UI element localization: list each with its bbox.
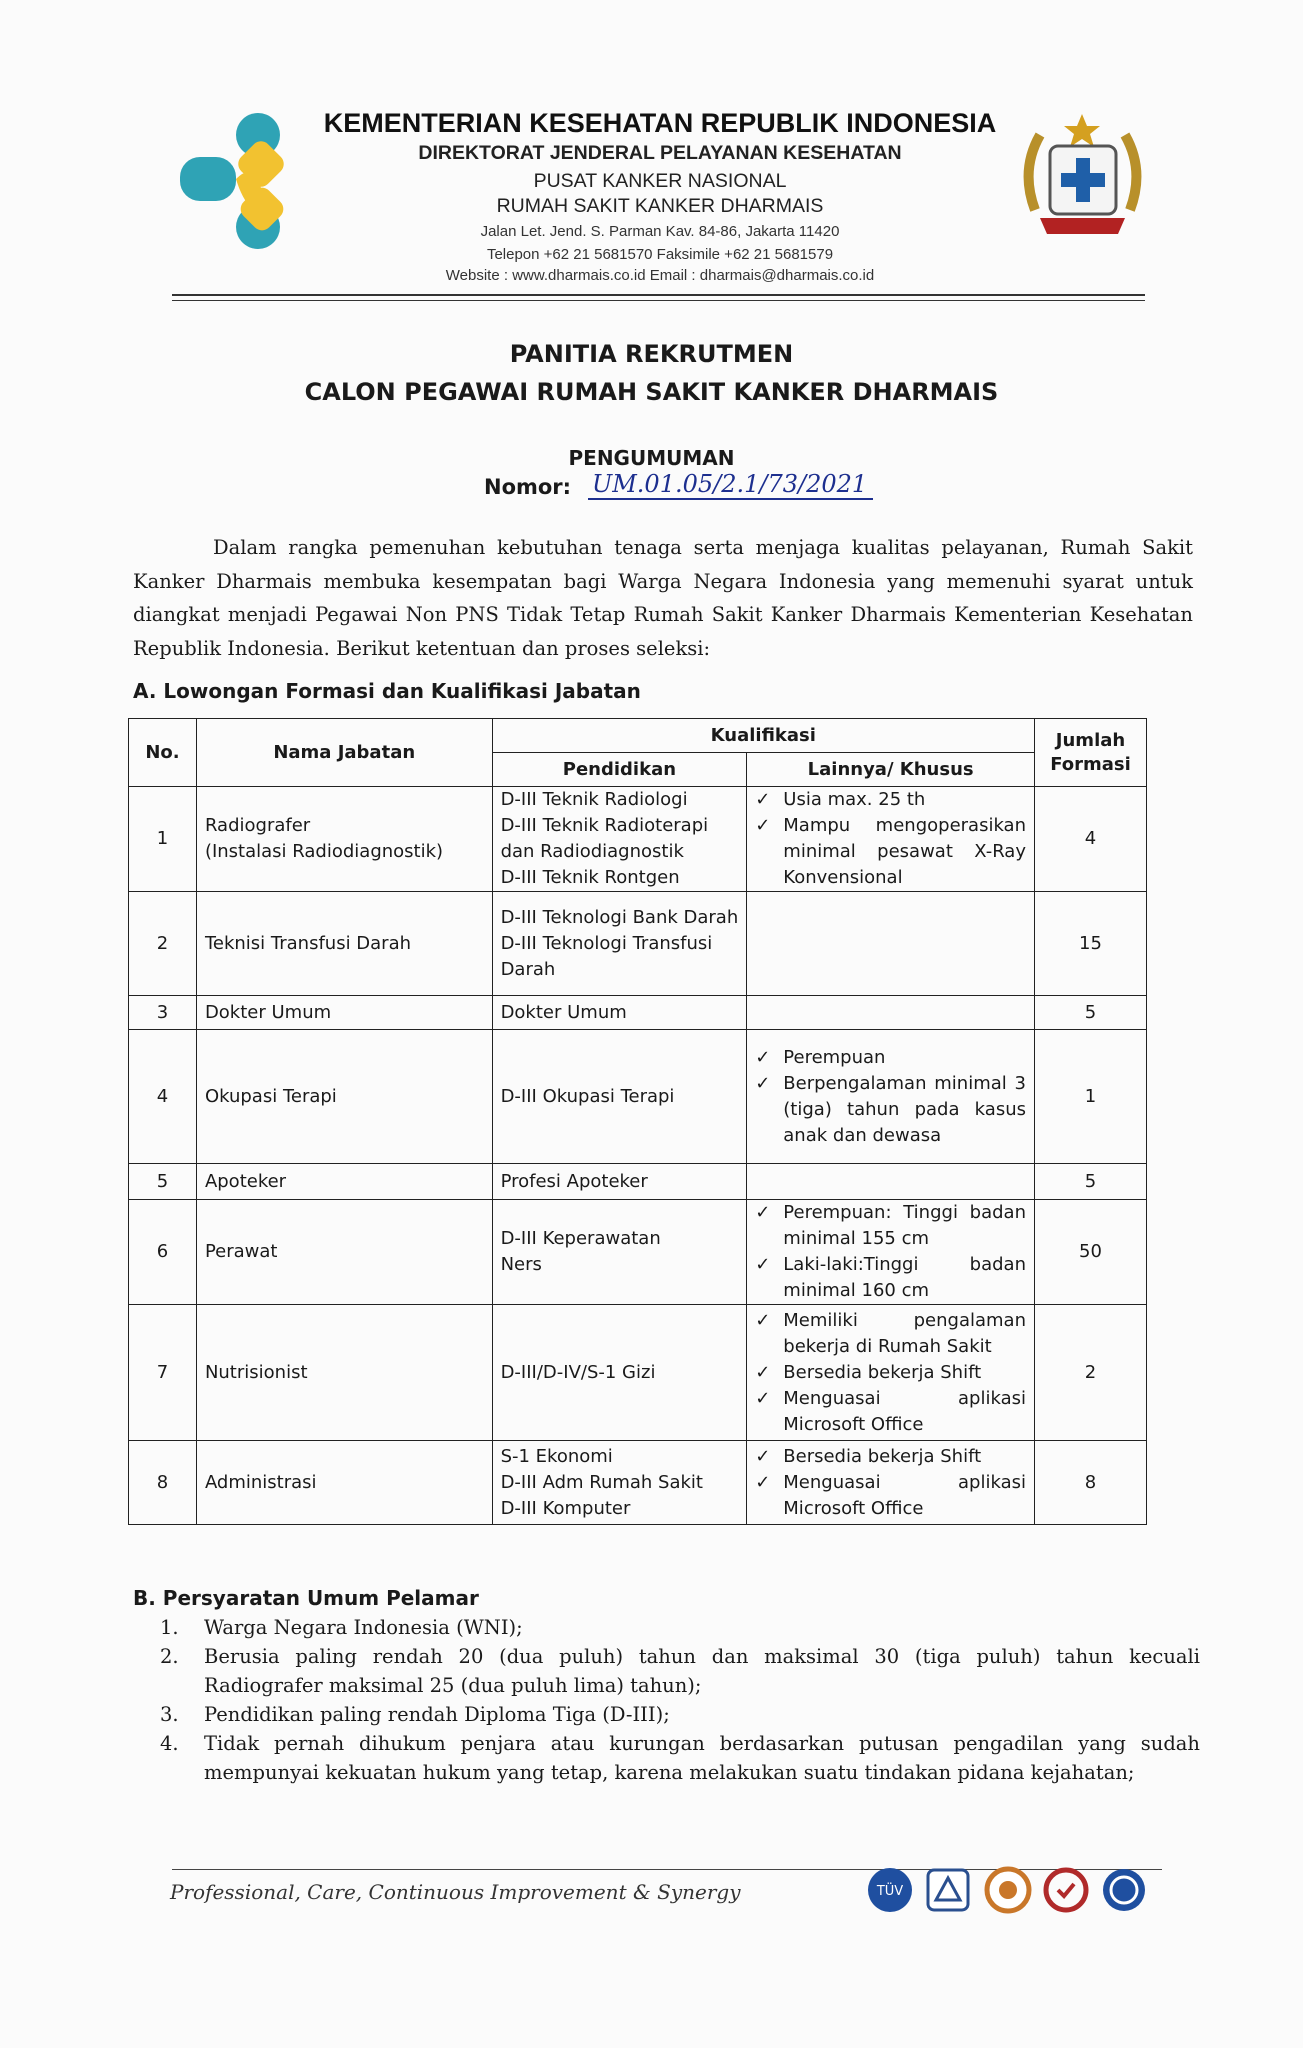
cell-nama-jabatan	[196, 1305, 492, 1441]
cell-pendidikan	[492, 1164, 747, 1200]
requirement-check-item	[755, 1444, 1026, 1470]
quality-award-icon	[1042, 1866, 1090, 1914]
requirement-number: 1.	[160, 1616, 179, 1639]
cell-jumlah: 15	[1035, 892, 1147, 996]
cell-pendidikan-line: Ners	[500, 1254, 542, 1275]
kemenkes-logo	[172, 105, 312, 255]
requirement-item	[160, 1700, 1200, 1729]
requirement-number: 2.	[160, 1645, 179, 1668]
cell-no: 4	[129, 1030, 197, 1164]
requirement-check-item	[755, 1252, 1026, 1304]
vacancy-row	[129, 996, 1147, 1030]
cell-nama-jabatan-line: Apoteker	[204, 1170, 287, 1192]
cell-pendidikan	[492, 892, 747, 996]
letterhead-ministry: KEMENTERIAN KESEHATAN REPUBLIK INDONESIA	[323, 108, 997, 138]
requirement-number: 3.	[160, 1703, 179, 1726]
vacancy-table	[128, 718, 1147, 1525]
cell-pendidikan-line: D-III Teknologi Bank Darah	[500, 906, 739, 928]
requirement-check-item	[755, 1360, 1026, 1386]
cell-lainnya	[747, 1030, 1035, 1164]
cell-nama-jabatan	[196, 1030, 492, 1164]
letterhead-hospital: RUMAH SAKIT KANKER DHARMAIS	[496, 195, 824, 217]
vacancy-row	[129, 1164, 1147, 1200]
footer-motto: Professional, Care, Continuous Improvement & Synergy	[170, 1880, 741, 1904]
cell-lainnya	[747, 1200, 1035, 1305]
check-text: Bersedia bekerja Shift	[783, 1445, 982, 1467]
cell-lainnya	[747, 1164, 1035, 1200]
cell-pendidikan-line: Dokter Umum	[500, 1001, 627, 1023]
cell-no: 1	[129, 787, 197, 892]
dharmais-emblem	[1010, 110, 1155, 255]
cell-pendidikan-line: D-III Teknologi Transfusi Darah	[500, 932, 713, 980]
cell-jumlah: 4	[1035, 787, 1147, 892]
cell-jumlah: 1	[1035, 1030, 1147, 1164]
vacancy-row	[129, 1030, 1147, 1164]
cell-nama-jabatan	[196, 787, 492, 892]
check-icon: ✓	[755, 1387, 771, 1409]
vacancy-row	[129, 892, 1147, 996]
requirement-check-item	[755, 1386, 1026, 1438]
cell-jumlah: 5	[1035, 1164, 1147, 1200]
cell-lainnya	[747, 1305, 1035, 1441]
cell-nama-jabatan	[196, 996, 492, 1030]
requirement-check-item	[755, 1045, 1026, 1071]
doc-heading: PENGUMUMAN	[568, 446, 735, 470]
requirement-check-item	[755, 787, 1026, 813]
section-a-heading: A. Lowongan Formasi dan Kualifikasi Jabatan	[133, 679, 641, 703]
requirement-check-item	[755, 1200, 1026, 1252]
th-no: No.	[129, 719, 197, 787]
cell-nama-jabatan	[196, 1164, 492, 1200]
cell-pendidikan-line: D-III Teknik Rontgen	[500, 867, 680, 888]
cell-nama-jabatan-line: Dokter Umum	[204, 1001, 332, 1023]
letterhead-divider-thin	[172, 300, 1145, 301]
cell-nama-jabatan-line: (Instalasi Radiodiagnostik)	[204, 841, 444, 862]
requirement-item	[160, 1613, 1200, 1642]
requirement-check-item	[755, 1071, 1026, 1149]
cell-pendidikan-line: D-III Keperawatan	[500, 1228, 661, 1249]
section-b-heading: B. Persyaratan Umum Pelamar	[133, 1586, 479, 1610]
cell-lainnya	[747, 787, 1035, 892]
cell-nama-jabatan	[196, 892, 492, 996]
check-text: Usia max. 25 th	[783, 789, 926, 810]
accreditation-icon	[984, 1866, 1032, 1914]
doc-title-2: CALON PEGAWAI RUMAH SAKIT KANKER DHARMAIS	[304, 378, 999, 406]
cell-no: 3	[129, 996, 197, 1030]
letterhead-directorate: DIREKTORAT JENDERAL PELAYANAN KESEHATAN	[418, 142, 902, 164]
vacancy-table-body	[129, 787, 1147, 1525]
jci-cert-icon	[1100, 1866, 1148, 1914]
iso-cert-icon	[924, 1866, 972, 1914]
check-icon: ✓	[755, 1309, 771, 1331]
cell-lainnya	[747, 892, 1035, 996]
check-icon: ✓	[755, 1471, 771, 1493]
check-text: Perempuan	[783, 1046, 886, 1068]
cell-pendidikan-line: D-III Okupasi Terapi	[500, 1085, 675, 1107]
letterhead-address: Jalan Let. Jend. S. Parman Kav. 84-86, Jakarta 11420	[480, 223, 840, 240]
check-icon: ✓	[755, 1254, 771, 1275]
cell-pendidikan-line: S-1 Ekonomi	[500, 1445, 613, 1467]
cell-jumlah: 8	[1035, 1441, 1147, 1525]
intro-paragraph: Dalam rangka pemenuhan kebutuhan tenaga serta menjaga kualitas pelayanan, Rumah Sakit Kanker Dharmais membuka kesempatan bagi Warga Negara Indonesia yang memenuhi syarat untuk diangkat menjadi Pegawai Non PNS Tidak Tetap Rumah Sakit Kanker Dharmais Kementerian Kesehatan Republik Indonesia. Berikut ketentuan dan proses seleksi:	[133, 536, 1193, 660]
letterhead-web: Website : www.dharmais.co.id Email : dharmais@dharmais.co.id	[445, 267, 875, 284]
th-pendidikan: Pendidikan	[492, 753, 747, 787]
cell-pendidikan	[492, 1200, 747, 1305]
check-icon: ✓	[755, 1046, 771, 1068]
check-text: Menguasai aplikasi Microsoft Office	[783, 1471, 1026, 1519]
th-lainnya: Lainnya/ Khusus	[747, 753, 1035, 787]
cell-nama-jabatan	[196, 1441, 492, 1525]
requirement-check-item	[755, 813, 1026, 891]
check-text: Bersedia bekerja Shift	[783, 1361, 982, 1383]
th-jumlah: Jumlah Formasi	[1035, 719, 1147, 787]
vacancy-row	[129, 1441, 1147, 1525]
cell-pendidikan-line: Profesi Apoteker	[500, 1170, 648, 1192]
cell-nama-jabatan-line: Okupasi Terapi	[204, 1085, 337, 1107]
check-text: Berpengalaman minimal 3 (tiga) tahun pada kasus anak dan dewasa	[783, 1072, 1026, 1146]
check-text: Laki-laki:Tinggi badan minimal 160 cm	[783, 1254, 1026, 1301]
check-text: Memiliki pengalaman bekerja di Rumah Sakit	[783, 1309, 1026, 1357]
check-icon: ✓	[755, 1361, 771, 1383]
requirement-text: Pendidikan paling rendah Diploma Tiga (D-III);	[204, 1703, 670, 1726]
cell-nama-jabatan-line: Radiografer	[204, 815, 311, 836]
cell-no: 7	[129, 1305, 197, 1441]
cell-pendidikan	[492, 1441, 747, 1525]
cell-no: 8	[129, 1441, 197, 1525]
requirement-item	[160, 1642, 1200, 1700]
requirement-check-item	[755, 1308, 1026, 1360]
th-nama: Nama Jabatan	[196, 719, 492, 787]
cell-pendidikan	[492, 996, 747, 1030]
svg-text:TÜV: TÜV	[876, 1884, 904, 1899]
nomor-label: Nomor:	[484, 475, 572, 499]
cell-pendidikan-line: D-III Teknik Radiologi	[500, 789, 688, 810]
th-kualifikasi: Kualifikasi	[492, 719, 1034, 753]
cell-pendidikan	[492, 787, 747, 892]
tuv-cert-icon	[866, 1866, 914, 1914]
requirement-check-item	[755, 1470, 1026, 1522]
cell-no: 6	[129, 1200, 197, 1305]
cell-lainnya	[747, 1441, 1035, 1525]
cell-jumlah: 2	[1035, 1305, 1147, 1441]
cell-nama-jabatan-line: Administrasi	[204, 1471, 317, 1493]
cell-no: 2	[129, 892, 197, 996]
cell-pendidikan-line: D-III/D-IV/S-1 Gizi	[500, 1361, 656, 1383]
check-icon: ✓	[755, 1445, 771, 1467]
letterhead-phone: Telepon +62 21 5681570 Faksimile +62 21 5681579	[486, 246, 834, 263]
vacancy-row	[129, 1305, 1147, 1441]
letterhead-divider	[172, 294, 1145, 296]
check-icon: ✓	[755, 789, 771, 810]
nomor-handwritten: UM.01.05/2.1/73/2021	[588, 470, 873, 500]
requirement-text: Tidak pernah dihukum penjara atau kurungan berdasarkan putusan pengadilan yang sudah mempunyai kekuatan hukum yang tetap, karena melakukan suatu tindakan pidana kejahatan;	[204, 1732, 1200, 1784]
cell-jumlah: 5	[1035, 996, 1147, 1030]
cell-nama-jabatan	[196, 1200, 492, 1305]
cell-lainnya	[747, 996, 1035, 1030]
vacancy-row	[129, 1200, 1147, 1305]
cell-nama-jabatan-line: Nutrisionist	[204, 1361, 308, 1383]
cell-nama-jabatan-line: Perawat	[204, 1241, 278, 1262]
check-icon: ✓	[755, 815, 771, 836]
vacancy-row	[129, 787, 1147, 892]
letterhead-center: PUSAT KANKER NASIONAL	[533, 170, 787, 192]
check-icon: ✓	[755, 1072, 771, 1094]
check-text: Menguasai aplikasi Microsoft Office	[783, 1387, 1026, 1435]
cell-pendidikan	[492, 1030, 747, 1164]
check-text: Mampu mengoperasikan minimal pesawat X-Ray Konvensional	[783, 815, 1026, 888]
requirement-item	[160, 1729, 1200, 1787]
requirement-number: 4.	[160, 1732, 179, 1755]
requirement-text: Warga Negara Indonesia (WNI);	[204, 1616, 523, 1639]
cell-pendidikan-line: D-III Komputer	[500, 1497, 631, 1519]
check-text: Perempuan: Tinggi badan minimal 155 cm	[783, 1202, 1026, 1249]
doc-title-1: PANITIA REKRUTMEN	[509, 340, 794, 368]
requirement-text: Berusia paling rendah 20 (dua puluh) tahun dan maksimal 30 (tiga puluh) tahun kecuali Radiografer maksimal 25 (dua puluh lima) tahun);	[204, 1645, 1200, 1697]
cell-pendidikan-line: D-III Teknik Radioterapi dan Radiodiagnostik	[500, 815, 709, 862]
cell-no: 5	[129, 1164, 197, 1200]
check-icon: ✓	[755, 1202, 771, 1223]
cell-nama-jabatan-line: Teknisi Transfusi Darah	[204, 932, 412, 954]
cell-jumlah: 50	[1035, 1200, 1147, 1305]
cell-pendidikan	[492, 1305, 747, 1441]
cell-pendidikan-line: D-III Adm Rumah Sakit	[500, 1471, 703, 1493]
